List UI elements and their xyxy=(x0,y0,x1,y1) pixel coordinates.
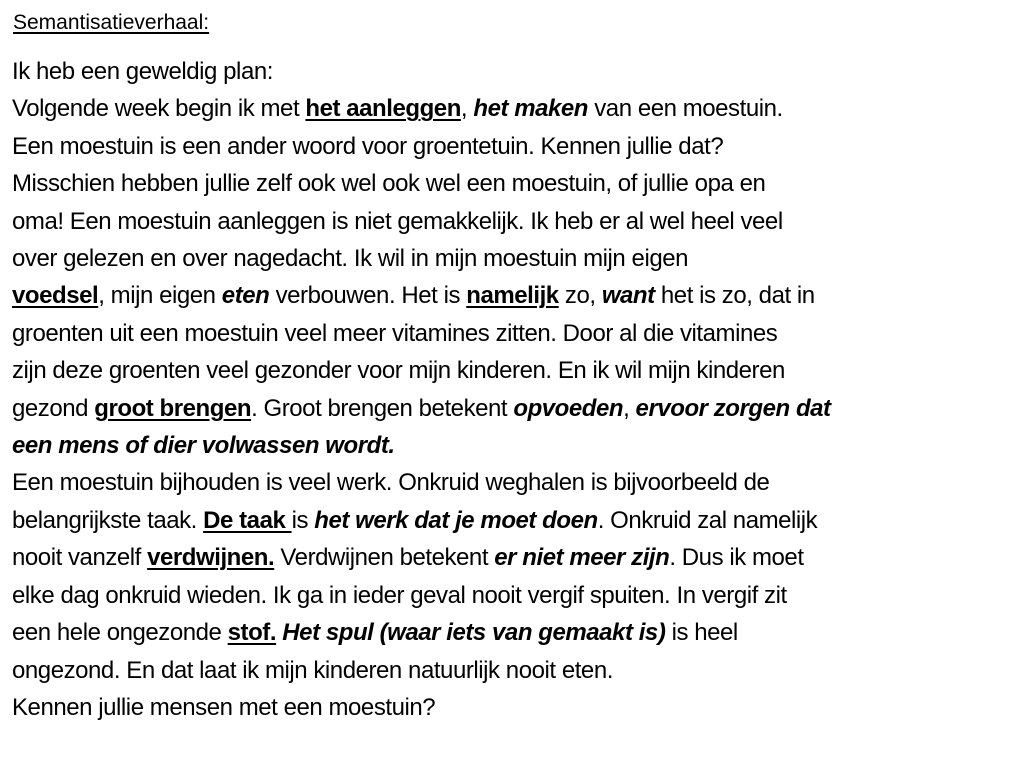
story-line xyxy=(12,689,1012,726)
word-definition: het maken xyxy=(473,95,589,123)
text-segment: , xyxy=(460,95,474,123)
text-segment: zo, xyxy=(558,282,602,310)
story-line xyxy=(12,464,1012,501)
story-text xyxy=(12,53,1012,726)
text-segment: Een moestuin is een ander woord voor groentetuin. Kennen jullie dat? xyxy=(12,132,724,160)
story-line xyxy=(12,390,1012,427)
word-definition: een mens of dier volwassen wordt. xyxy=(12,432,395,460)
key-word: groot brengen xyxy=(94,394,252,422)
key-word: het aanleggen xyxy=(305,95,461,123)
story-line xyxy=(12,352,1012,389)
text-segment: zijn deze groenten veel gezonder voor mijn kinderen. En ik wil mijn kinderen xyxy=(12,357,785,385)
text-segment: gezond xyxy=(12,394,95,422)
story-line xyxy=(12,502,1012,539)
story-line xyxy=(12,652,1012,689)
text-segment: oma! Een moestuin aanleggen is niet gemakkelijk. Ik heb er al wel heel veel xyxy=(12,207,783,235)
text-segment: over gelezen en over nagedacht. Ik wil in mijn moestuin mijn eigen xyxy=(12,245,689,273)
text-segment: Volgende week begin ik met xyxy=(12,95,306,123)
story-line xyxy=(12,277,1012,314)
text-segment: ongezond. En dat laat ik mijn kinderen natuurlijk nooit eten. xyxy=(12,656,613,684)
key-word: stof. xyxy=(227,619,277,647)
text-segment: . Groot brengen betekent xyxy=(251,394,514,422)
story-line xyxy=(12,614,1012,651)
text-segment: Ik heb een geweldig plan: xyxy=(12,58,273,85)
text-segment: elke dag onkruid wieden. Ik ga in ieder geval nooit vergif spuiten. In vergif zit xyxy=(12,581,787,609)
text-segment: Misschien hebben jullie zelf ook wel ook wel een moestuin, of jullie opa en xyxy=(12,170,766,198)
text-segment: van een moestuin. xyxy=(588,95,783,123)
text-segment: het is zo, dat in xyxy=(654,282,815,310)
key-word: De taak xyxy=(203,506,292,534)
text-segment: . Onkruid zal namelijk xyxy=(597,506,818,534)
word-definition: opvoeden xyxy=(513,394,624,422)
text-segment: , mijn eigen xyxy=(98,282,222,310)
text-segment: Een moestuin bijhouden is veel werk. Onkruid weghalen is bijvoorbeeld de xyxy=(12,469,770,497)
story-line xyxy=(12,90,1012,127)
text-segment: nooit vanzelf xyxy=(12,544,148,572)
story-line xyxy=(12,203,1012,240)
text-segment: verbouwen. Het is xyxy=(269,282,467,310)
story-line xyxy=(12,577,1012,614)
story-line xyxy=(12,165,1012,202)
story-line xyxy=(12,53,1012,90)
word-definition: ervoor zorgen dat xyxy=(635,394,831,422)
text-segment: Kennen jullie mensen met een moestuin? xyxy=(12,693,436,721)
story-line xyxy=(12,240,1012,277)
story-line xyxy=(12,315,1012,352)
story-line xyxy=(12,427,1012,464)
text-segment: groenten uit een moestuin veel meer vitamines zitten. Door al die vitamines xyxy=(12,319,778,347)
word-definition: het werk dat je moet doen xyxy=(314,506,598,534)
word-definition: Het spul (waar iets van gemaakt is) xyxy=(282,619,666,647)
story-line xyxy=(12,539,1012,576)
text-segment: , xyxy=(623,394,636,422)
story-title: Semantisatieverhaal: xyxy=(13,11,210,34)
text-segment: een hele ongezonde xyxy=(12,619,228,647)
word-definition: want xyxy=(601,282,655,310)
key-word: verdwijnen. xyxy=(147,544,275,572)
text-segment: belangrijkste taak. xyxy=(12,506,204,534)
text-segment: . Dus ik moet xyxy=(669,544,804,572)
key-word: namelijk xyxy=(466,282,559,310)
word-definition: eten xyxy=(221,282,270,310)
text-segment: Verdwijnen betekent xyxy=(274,544,495,572)
story-line xyxy=(12,128,1012,165)
text-segment: is xyxy=(291,506,315,534)
word-definition: er niet meer zijn xyxy=(494,544,670,572)
key-word: voedsel xyxy=(12,282,99,310)
text-segment: is heel xyxy=(665,619,738,647)
